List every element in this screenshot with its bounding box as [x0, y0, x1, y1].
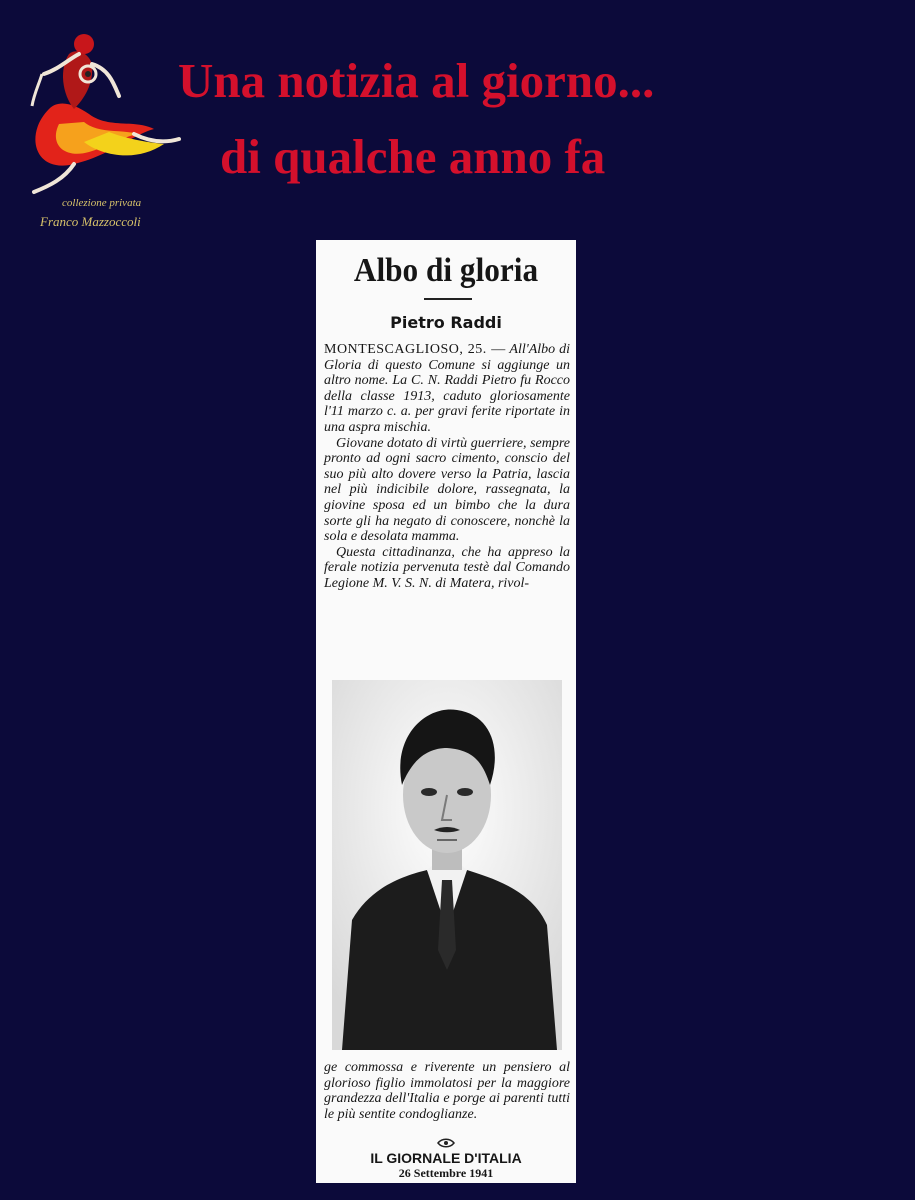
article-dateline: MONTESCAGLIOSO, 25. — [324, 342, 506, 357]
headline-line1: Una notizia al giorno... [178, 53, 655, 108]
newspaper-date: 26 Settembre 1941 [398, 1166, 494, 1180]
clipping-subtitle: Pietro Raddi [390, 313, 502, 332]
article-body-top [324, 342, 570, 592]
article-paragraph-2: Giovane dotato di virtù guerriere, sempre pronto ad ogni sacro cimento, conscio del suo più alto dovere verso la Patria, lascia nel più indicibile dolore, rassegnata, la giovine sposa ed un bimbo che la dura sorte gli ha negato di conoscere, nonchè la sola e desolata mamma. [324, 435, 570, 545]
newspaper-name: IL GIORNALE D'ITALIA [370, 1150, 522, 1166]
clipping-title: Albo di gloria [353, 252, 539, 289]
collection-logo [14, 14, 184, 229]
title-divider [424, 298, 472, 300]
logo-caption-line2: Franco Mazzoccoli [40, 214, 141, 229]
newspaper-clipping [316, 240, 576, 1183]
article-paragraph-4: ge commossa e riverente un pensiero al glorioso figlio immolatosi per la maggiore grandezza dell'Italia e porge ai parenti tutti le più sentite condoglianze. [324, 1060, 570, 1122]
headline-line2: di qualche anno fa [220, 129, 606, 184]
logo-caption-line1: collezione privata [62, 197, 142, 209]
article-paragraph-3: Questa cittadinanza, che ha appreso la ferale notizia pervenuta testè dal Comando Legione M. V. S. N. di Matera, rivol- [324, 544, 570, 591]
dancer-logo-icon [14, 14, 184, 199]
portrait-photo-icon [332, 680, 562, 1050]
article-body-bottom [324, 1060, 570, 1122]
article-paragraph-1: All'Albo di Gloria di questo Comune si aggiunge un altro nome. La C. N. Raddi Pietro fu Rocco della classe 1913, caduto gloriosamente l'11 marzo c. a. per gravi ferite riportate in una aspra mischia. [324, 342, 570, 435]
portrait-photo [332, 680, 562, 1050]
flourish-icon [436, 1137, 456, 1149]
